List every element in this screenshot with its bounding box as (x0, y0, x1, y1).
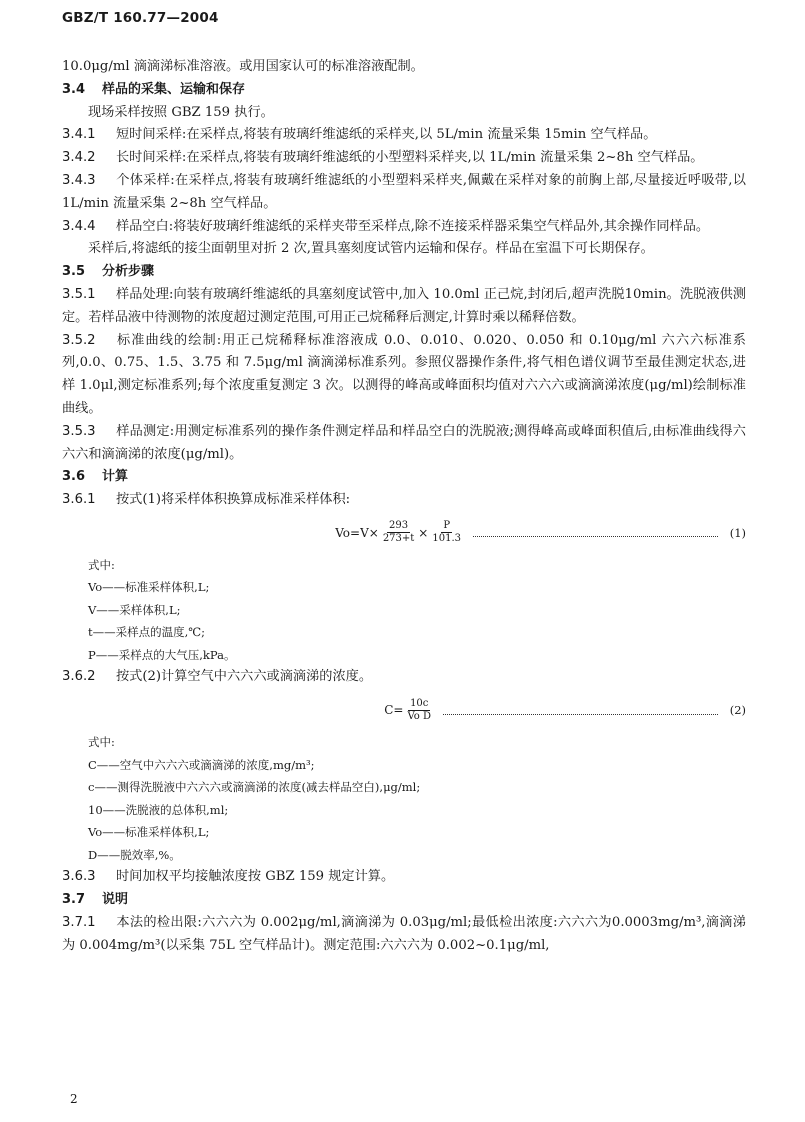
clause-text: 样品测定:用测定标准系列的操作条件测定样品和样品空白的洗脱液;测得峰高或峰面积值后,由标准曲线得六六六和滴滴涕的浓度(μg/ml)。 (62, 423, 746, 462)
fraction-denominator: Vo D (407, 710, 431, 722)
clause-number: 3.6.1 (62, 492, 96, 508)
fraction-denominator: 101.3 (432, 533, 461, 545)
clause-number: 3.4.1 (62, 127, 96, 143)
clause-text: 本法的检出限:六六六为 0.002μg/ml,滴滴涕为 0.03μg/ml;最低检出浓度:六六六为0.0003mg/m³,滴滴涕为 0.004mg/m³(以采集 75L 空气样品计)。测定范围:六六六为 0.002~0.1μg/ml, (62, 914, 746, 953)
formula-lhs: C= (384, 702, 404, 717)
clause-text: 时间加权平均接触浓度按 GBZ 159 规定计算。 (116, 869, 395, 885)
section-3-4-heading (62, 79, 746, 102)
clause-number: 3.4.3 (62, 172, 96, 188)
section-3-4-text: 现场采样按照 GBZ 159 执行。 (88, 104, 274, 120)
page-number: 2 (70, 1092, 78, 1106)
section-number: 3.4 (62, 81, 86, 97)
clause-text: 按式(2)计算空气中六六六或滴滴涕的浓度。 (116, 669, 373, 685)
fraction-numerator: 293 (389, 520, 409, 532)
clause-number: 3.4.2 (62, 150, 96, 166)
clause-3-4-1 (62, 124, 746, 147)
section-number: 3.7 (62, 892, 86, 908)
clause-number: 3.6.3 (62, 869, 96, 885)
formula-1-expression (335, 520, 465, 545)
equation-number: (2) (729, 702, 746, 717)
section-title: 说明 (102, 892, 129, 908)
clause-3-7-1 (62, 912, 746, 958)
fraction-numerator: 10c (410, 697, 429, 709)
where-label: 式中: (88, 557, 115, 572)
clause-number: 3.5.2 (62, 332, 96, 348)
clause-3-6-3 (62, 866, 746, 889)
clause-3-5-3 (62, 421, 746, 467)
section-3-5-heading (62, 261, 746, 284)
where-item: D——脱效率,%。 (88, 847, 181, 862)
section-title: 样品的采集、运输和保存 (102, 81, 246, 97)
clause-number: 3.6.2 (62, 669, 96, 685)
standard-code-header: GBZ/T 160.77—2004 (62, 10, 219, 26)
formula-2-where-list (62, 731, 746, 866)
where-item: Vo——标准采样体积,L; (88, 825, 210, 840)
equation-number: (1) (729, 525, 746, 540)
clause-3-4-2 (62, 147, 746, 170)
section-number: 3.5 (62, 264, 86, 280)
clause-3-4-3 (62, 170, 746, 216)
clause-3-6-1 (62, 489, 746, 512)
section-3-6-heading (62, 466, 746, 489)
clause-3-5-1 (62, 284, 746, 330)
where-item: P——采样点的大气压,kPa。 (88, 647, 236, 662)
formula-2-expression (384, 698, 435, 723)
clause-text: 样品处理:向装有玻璃纤维滤纸的具塞刻度试管中,加入 10.0ml 正己烷,封闭后,超声洗脱10min。洗脱液供测定。若样品液中待测物的浓度超过测定范围,可用正己烷稀释后测定,计算时乘以稀释倍数。 (62, 286, 746, 325)
clause-text: 样品空白:将装好玻璃纤维滤纸的采样夹带至采样点,除不连接采样器采集空气样品外,其余操作同样品。 (116, 218, 710, 234)
section-title: 计算 (102, 469, 129, 485)
where-item: C——空气中六六六或滴滴涕的浓度,mg/m³; (88, 757, 315, 772)
where-item: 10——洗脱液的总体积,ml; (88, 802, 229, 817)
clause-number: 3.7.1 (62, 914, 96, 930)
clause-text: 短时间采样:在采样点,将装有玻璃纤维滤纸的采样夹,以 5L/min 流量采集 15min 空气样品。 (116, 127, 657, 143)
clause-text: 长时间采样:在采样点,将装有玻璃纤维滤纸的小型塑料采样夹,以 1L/min 流量采集 2~8h 空气样品。 (116, 150, 704, 166)
clause-text: 标准曲线的绘制:用正己烷稀释标准溶液成 0.0、0.010、0.020、0.050 和 0.10μg/ml 六六六标准系列,0.0、0.75、1.5、3.75 和 7.5μg/ml 滴滴涕标准系列。参照仪器操作条件,将气相色谱仪调节至最佳测定状态,进样 1.0μl,测定标准系列;每个浓度重复测定 3 次。以测得的峰高或峰面积均值对六六六或滴滴涕浓度(μg/ml)绘制标准曲线。 (62, 332, 746, 416)
section-number: 3.6 (62, 469, 86, 485)
clause-3-5-2 (62, 330, 746, 421)
clause-text: 个体采样:在采样点,将装有玻璃纤维滤纸的小型塑料采样夹,佩戴在采样对象的前胸上部,尽量接近呼吸带,以 1L/min 流量采集 2~8h 空气样品。 (62, 172, 746, 211)
fraction-temperature (381, 520, 416, 545)
fraction-denominator: 273+t (382, 533, 415, 545)
where-item: V——采样体积,L; (88, 602, 181, 617)
intro-paragraph: 10.0μg/ml 滴滴涕标准溶液。或用国家认可的标准溶液配制。 (62, 59, 424, 74)
formula-lhs: Vo=V× (335, 525, 379, 540)
where-item: c——测得洗脱液中六六六或滴滴涕的浓度(减去样品空白),μg/ml; (88, 780, 421, 795)
formula-1 (62, 512, 746, 554)
section-3-7-heading (62, 889, 746, 912)
storage-paragraph: 采样后,将滤纸的接尘面朝里对折 2 次,置具塞刻度试管内运输和保存。样品在室温下可长期保存。 (88, 241, 654, 257)
leader-dots (473, 528, 718, 537)
leader-dots (443, 706, 718, 715)
times-sign: × (418, 525, 429, 540)
where-item: Vo——标准采样体积,L; (88, 580, 210, 595)
clause-number: 3.5.3 (62, 423, 96, 439)
formula-1-where-list (62, 554, 746, 667)
formula-2 (62, 689, 746, 731)
clause-3-4-4 (62, 216, 746, 239)
clause-text: 按式(1)将采样体积换算成标准采样体积: (116, 492, 351, 508)
document-body (62, 56, 746, 957)
fraction-numerator: P (443, 520, 451, 532)
where-item: t——采样点的温度,℃; (88, 625, 206, 640)
fraction-concentration (405, 698, 433, 723)
fraction-pressure (430, 520, 463, 545)
clause-number: 3.5.1 (62, 286, 96, 302)
section-title: 分析步骤 (102, 264, 155, 280)
where-label: 式中: (88, 735, 115, 750)
clause-number: 3.4.4 (62, 218, 96, 234)
clause-3-6-2 (62, 666, 746, 689)
